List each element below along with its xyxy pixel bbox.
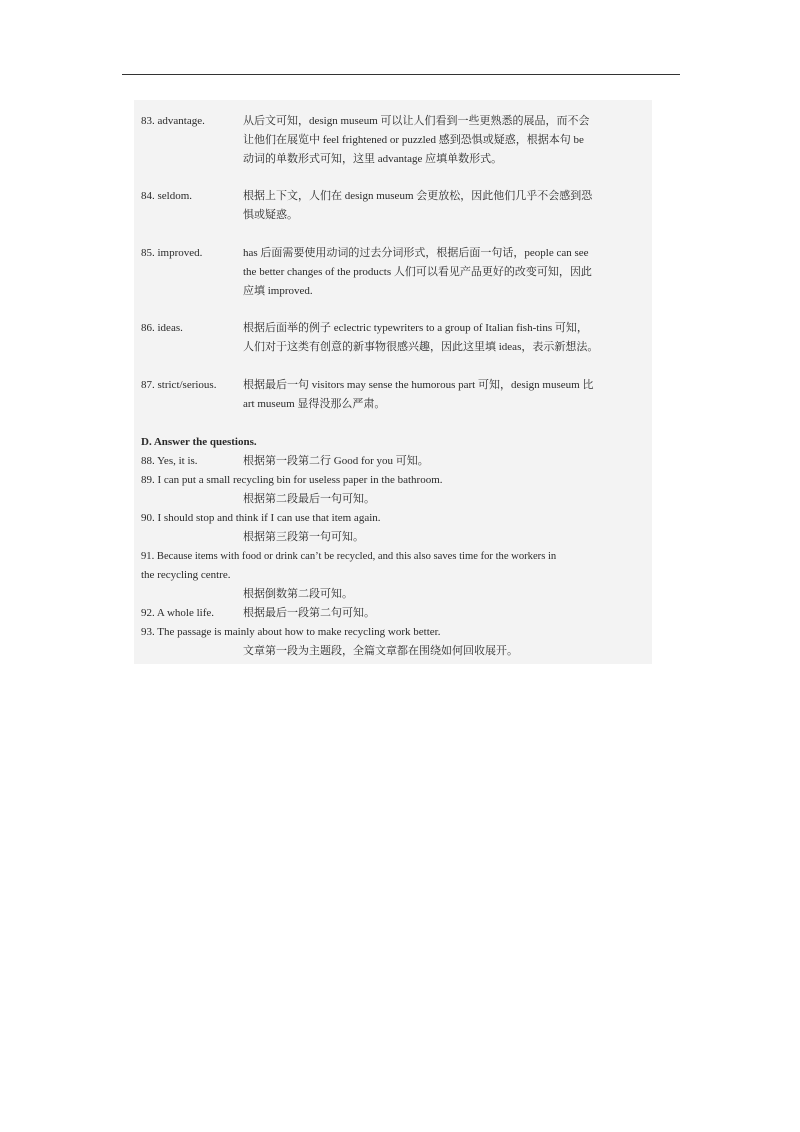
question-89 [141, 471, 647, 509]
answer-note: 根据第三段第一句可知。 [243, 531, 364, 543]
explanation [243, 319, 647, 357]
explanation-line: 让他们在展览中 feel frightened or puzzled 感到恐惧或疑惑，根据本句 be [243, 134, 584, 146]
explanation [243, 112, 647, 169]
question-92 [141, 604, 647, 623]
answer-text: 93. The passage is mainly about how to make recycling work better. [141, 626, 441, 638]
explanation-line: the better changes of the products 人们可以看见产品更好的改变可知，因此 [243, 266, 592, 278]
question-91 [141, 547, 647, 604]
explanation-line: 人们对于这类有创意的新事物很感兴趣，因此这里填 ideas，表示新想法。 [243, 341, 599, 353]
explanation [243, 376, 647, 414]
answer-note: 根据最后一段第二句可知。 [243, 607, 375, 619]
explanation-line: 根据后面举的例子 eclectric typewriters to a group of Italian fish-tins 可知， [243, 322, 588, 334]
answer-text: 91. Because items with food or drink can’t be recycled, and this also saves time for the workers in [141, 551, 557, 562]
explanation-line: 惧或疑惑。 [243, 209, 298, 221]
section-d [141, 433, 647, 661]
cloze-item-83 [141, 112, 647, 169]
cloze-item-85 [141, 244, 647, 301]
answer-text: 89. I can put a small recycling bin for useless paper in the bathroom. [141, 474, 443, 486]
cloze-item-87 [141, 376, 647, 414]
explanation-line: 动词的单数形式可知，这里 advantage 应填单数形式。 [243, 153, 503, 165]
question-93 [141, 623, 647, 661]
answer-note: 根据第二段最后一句可知。 [243, 493, 375, 505]
header-rule [122, 74, 680, 75]
answer-text: 90. I should stop and think if I can use that item again. [141, 512, 381, 524]
explanation [243, 244, 647, 301]
cloze-item-84 [141, 187, 647, 225]
cloze-item-86 [141, 319, 647, 357]
explanation-line: 根据最后一句 visitors may sense the humorous part 可知，design museum 比 [243, 379, 594, 391]
explanation-line: has 后面需要使用动词的过去分词形式，根据后面一句话，people can see [243, 247, 589, 259]
answer-text: 88. Yes, it is. [141, 455, 198, 467]
answer-label: 87. strict/serious. [141, 379, 217, 391]
explanation-line: art museum 显得没那么严肃。 [243, 398, 386, 410]
section-heading: D. Answer the questions. [141, 436, 257, 448]
answer-label: 83. advantage. [141, 115, 205, 127]
answer-label: 84. seldom. [141, 190, 193, 202]
question-90 [141, 509, 647, 547]
question-88 [141, 452, 647, 471]
explanation-line: 应填 improved. [243, 285, 313, 297]
answer-label: 86. ideas. [141, 322, 183, 334]
explanation-line: 根据上下文，人们在 design museum 会更放松，因此他们几乎不会感到恐 [243, 190, 593, 202]
answer-note: 根据第一段第二行 Good for you 可知。 [243, 455, 429, 467]
answer-label: 85. improved. [141, 247, 203, 259]
answer-note: 根据倒数第二段可知。 [243, 588, 353, 600]
answer-text: the recycling centre. [141, 569, 231, 581]
answer-text: 92. A whole life. [141, 607, 215, 619]
explanation-line: 从后文可知，design museum 可以让人们看到一些更熟悉的展品，而不会 [243, 115, 590, 127]
answer-note: 文章第一段为主题段，全篇文章都在围绕如何回收展开。 [243, 645, 518, 657]
explanation [243, 187, 647, 225]
